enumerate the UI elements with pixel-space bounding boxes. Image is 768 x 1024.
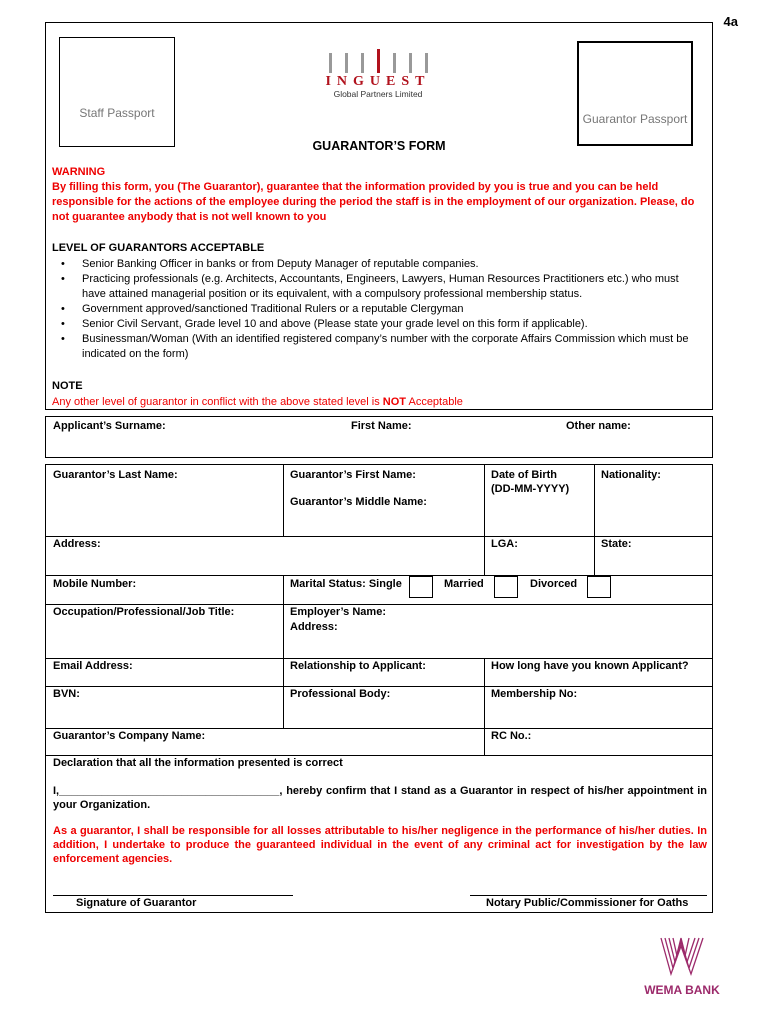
date-of-birth-field[interactable]: [491, 468, 569, 496]
guarantor-details-grid: [45, 464, 713, 913]
note-heading: NOTE: [52, 380, 83, 392]
lga-field[interactable]: LGA:: [491, 538, 518, 550]
warning-text: By filling this form, you (The Guarantor), guarantee that the information provided by you is true and you can be held responsible for the actions of the employee during the period the staff is in the employment of our organization. Please, do not guarantee anybody that is not well known to you: [52, 181, 695, 223]
logo-name: INGUEST: [325, 74, 431, 89]
membership-no-field[interactable]: Membership No:: [491, 688, 578, 700]
applicant-details-box: [45, 416, 713, 458]
levels-heading: LEVEL OF GUARANTORS ACCEPTABLE: [52, 242, 265, 254]
page-number: 4a: [723, 14, 738, 29]
wema-w-icon: [659, 934, 705, 978]
list-item: • Businessman/Woman (With an identified registered company’s number with the corporate Affairs Commission which must be indicated on the form): [52, 332, 704, 362]
guarantor-middle-name-field[interactable]: Guarantor’s Middle Name:: [290, 496, 427, 508]
professional-body-field[interactable]: Professional Body:: [290, 688, 391, 700]
single-checkbox[interactable]: [409, 576, 433, 598]
logo-bars-icon: [298, 49, 458, 73]
company-logo: [298, 49, 458, 99]
dob-format: (DD-MM-YYYY): [491, 483, 570, 495]
list-item: • Practicing professionals (e.g. Architects, Accountants, Engineers, Lawyers, Human Resources Practitioners etc.) who must have attained managerial position or its equivalent, with a compulsory professional membership status.: [52, 272, 704, 302]
logo-subtitle: Global Partners Limited: [333, 89, 423, 99]
note-emphasis: NOT: [382, 396, 407, 408]
guarantor-signature-label: Signature of Guarantor: [76, 897, 197, 909]
address-field[interactable]: Address:: [53, 538, 101, 550]
notary-signature-label: Notary Public/Commissioner for Oaths: [486, 897, 689, 909]
guarantor-first-name-field[interactable]: Guarantor’s First Name:: [290, 469, 416, 481]
bank-name: WEMA BANK: [644, 983, 720, 997]
employer-name-field[interactable]: Employer’s Name:: [290, 606, 386, 618]
relationship-field[interactable]: Relationship to Applicant:: [290, 660, 426, 672]
note-text-after: Acceptable: [406, 396, 463, 408]
levels-list: [52, 257, 704, 362]
declaration-heading: Declaration that all the information presented is correct: [53, 757, 343, 769]
married-checkbox[interactable]: [494, 576, 518, 598]
applicant-first-name-field[interactable]: First Name:: [351, 420, 412, 432]
warning-heading: WARNING: [52, 166, 106, 178]
marital-status-label: Marital Status: Single: [290, 578, 402, 590]
rc-no-field[interactable]: RC No.:: [491, 730, 532, 742]
occupation-field[interactable]: Occupation/Professional/Job Title:: [53, 606, 235, 618]
applicant-other-name-field[interactable]: Other name:: [566, 420, 631, 432]
form-header-section: [45, 22, 713, 410]
guarantor-last-name-field[interactable]: Guarantor’s Last Name:: [53, 469, 178, 481]
employer-address-field[interactable]: Address:: [290, 621, 338, 633]
applicant-surname-field[interactable]: Applicant’s Surname:: [53, 420, 166, 432]
form-title: GUARANTOR’S FORM: [312, 139, 446, 153]
guarantor-passport-box: Guarantor Passport: [577, 41, 693, 146]
staff-passport-box: Staff Passport: [59, 37, 175, 147]
list-item: • Senior Civil Servant, Grade level 10 and above (Please state your grade level on this form if applicable).: [52, 317, 704, 332]
list-item: • Senior Banking Officer in banks or from Deputy Manager of reputable companies.: [52, 257, 704, 272]
declaration-liability: As a guarantor, I shall be responsible for all losses attributable to his/her negligence in the performance of his/her duties. In addition, I undertake to produce the guaranteed individual in the event of any criminal act for investigation by the law enforcement agencies.: [53, 825, 707, 865]
declaration-confirm: I,____________________________________, hereby confirm that I stand as a Guarantor in respect of his/her appointment in your Organization.: [53, 785, 707, 811]
bvn-field[interactable]: BVN:: [53, 688, 80, 700]
warning-block: [52, 165, 704, 225]
note-text: [52, 396, 463, 408]
how-long-known-field[interactable]: How long have you known Applicant?: [491, 660, 689, 672]
married-label: Married: [444, 578, 484, 590]
email-address-field[interactable]: Email Address:: [53, 660, 133, 672]
nationality-field[interactable]: Nationality:: [601, 469, 661, 481]
list-item: • Government approved/sanctioned Traditional Rulers or a reputable Clergyman: [52, 302, 704, 317]
divorced-checkbox[interactable]: [587, 576, 611, 598]
note-text-before: Any other level of guarantor in conflict with the above stated level is: [52, 396, 383, 408]
mobile-number-field[interactable]: Mobile Number:: [53, 578, 137, 590]
state-field[interactable]: State:: [601, 538, 632, 550]
company-name-field[interactable]: Guarantor’s Company Name:: [53, 730, 206, 742]
divorced-label: Divorced: [530, 578, 578, 590]
dob-label: Date of Birth: [491, 469, 557, 481]
wema-bank-logo: [622, 934, 742, 997]
